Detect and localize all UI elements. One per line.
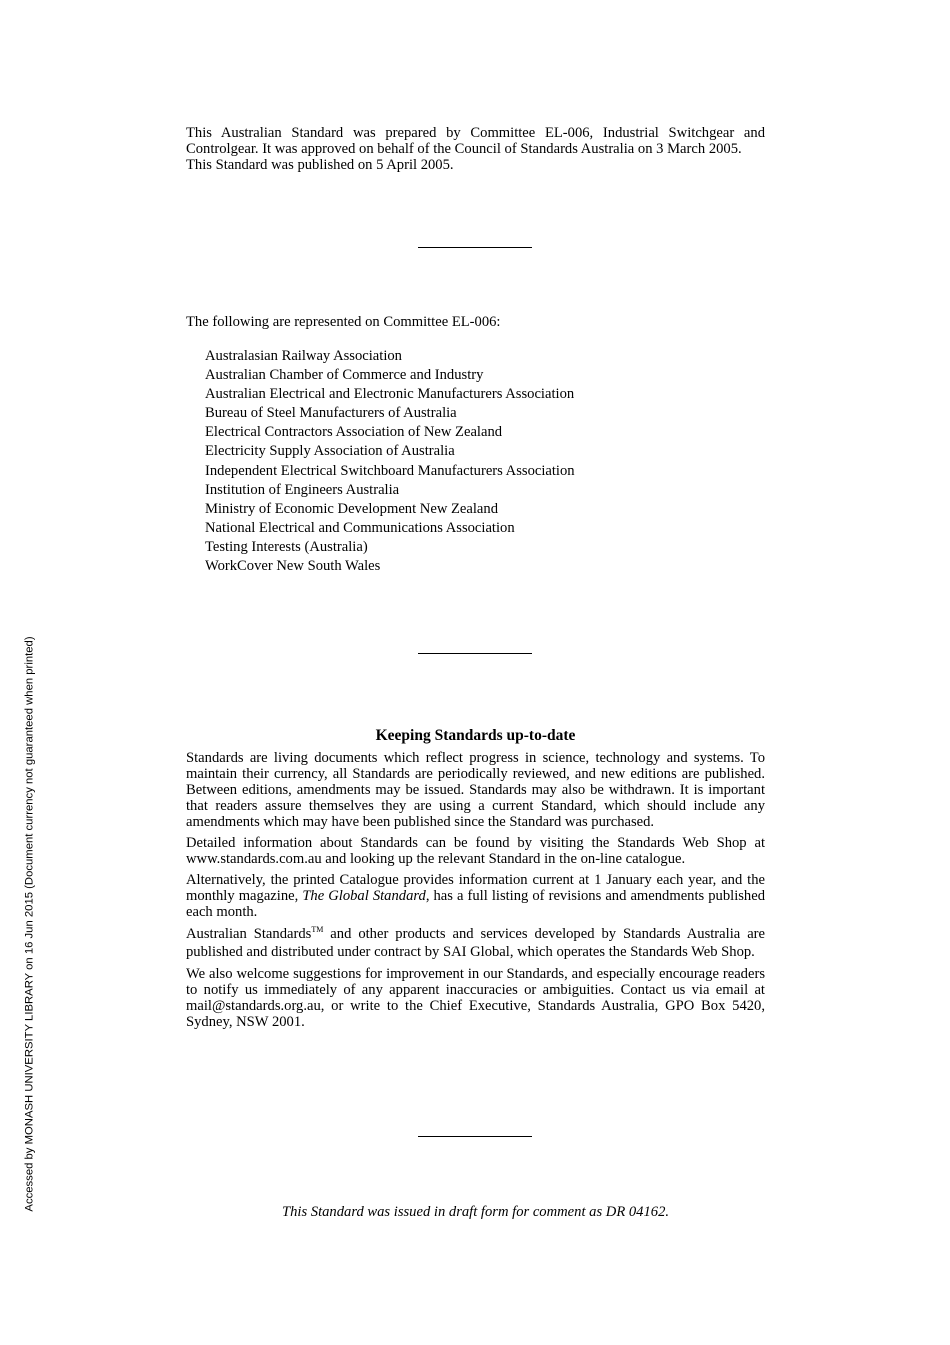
committee-member: Ministry of Economic Development New Zealand	[205, 500, 499, 517]
committee-member: National Electrical and Communications Association	[205, 519, 515, 536]
committee-member: Testing Interests (Australia)	[205, 538, 368, 555]
australian-standards-text: Australian Standards	[186, 926, 312, 942]
committee-member: Bureau of Steel Manufacturers of Australia	[205, 405, 457, 422]
committee-member: Australian Electrical and Electronic Manufacturers Association	[205, 386, 575, 403]
committee-member: Australian Chamber of Commerce and Industry	[205, 367, 484, 384]
committee-members-list	[205, 347, 575, 576]
committee-member: Electricity Supply Association of Australia	[205, 443, 455, 460]
prepared-by-text: This Australian Standard was prepared by Committee EL-006, Industrial Switchgear and Controlgear. It was approved on behalf of the Council of Standards Australia on 3 March 2005.	[186, 125, 765, 157]
section-divider-1	[418, 247, 532, 248]
committee-member: Electrical Contractors Association of New Zealand	[205, 424, 503, 441]
committee-member: Independent Electrical Switchboard Manufacturers Association	[205, 462, 575, 479]
committee-member: Australasian Railway Association	[205, 348, 402, 364]
committee-intro-text: The following are represented on Committee EL-006:	[186, 314, 501, 330]
draft-form-note: This Standard was issued in draft form for comment as DR 04162.	[281, 1204, 670, 1220]
section-heading: Keeping Standards up-to-date	[375, 727, 576, 744]
sai-global-text: and other products and services developed by Standards Australia are published and distributed under contract by SAI Global, which operates the Standards Web Shop.	[186, 926, 766, 960]
section-divider-3	[418, 1136, 532, 1137]
approval-statement	[186, 126, 765, 173]
paragraph-sai-global	[186, 925, 765, 961]
trademark-mark: TM	[311, 925, 324, 934]
paragraph-suggestions: We also welcome suggestions for improvement in our Standards, and especially encourage readers to notify us immediately of any apparent inaccuracies or ambiguities. Contact us via email at mail@standards.org.au, or write to the Chief Executive, Standards Australia, GPO Box 5420, Sydney, NSW 2001.	[186, 966, 765, 1030]
access-watermark-text: Accessed by MONASH UNIVERSITY LIBRARY on 16 Jun 2015 (Document currency not guaranteed when printed)	[23, 636, 36, 1212]
paragraph-web-shop: Detailed information about Standards can be found by visiting the Standards Web Shop at www.standards.com.au and looking up the relevant Standard in the on-line catalogue.	[186, 835, 765, 867]
magazine-title: The Global Standard	[302, 888, 426, 904]
paragraph-living-documents: Standards are living documents which reflect progress in science, technology and systems. To maintain their currency, all Standards are periodically reviewed, and new editions are published. Between editions, amendments may be issued. Standards may also be withdrawn. It is important that readers assure themselves they are using a current Standard, which should include any amendments which may have been published since the Standard was purchased.	[186, 750, 765, 830]
paragraph-catalogue	[186, 872, 765, 920]
published-date-text: This Standard was published on 5 April 2005.	[186, 156, 454, 173]
committee-member: Institution of Engineers Australia	[205, 481, 400, 498]
section-divider-2	[418, 653, 532, 654]
keeping-up-to-date-body	[186, 750, 765, 1035]
catalogue-text-end: , has a full listing of revisions and amendments published each month.	[186, 888, 765, 920]
catalogue-text-start: Alternatively, the printed Catalogue provides information current at 1 January each year, and the monthly magazine,	[186, 872, 765, 904]
committee-member: WorkCover New South Wales	[205, 558, 381, 575]
